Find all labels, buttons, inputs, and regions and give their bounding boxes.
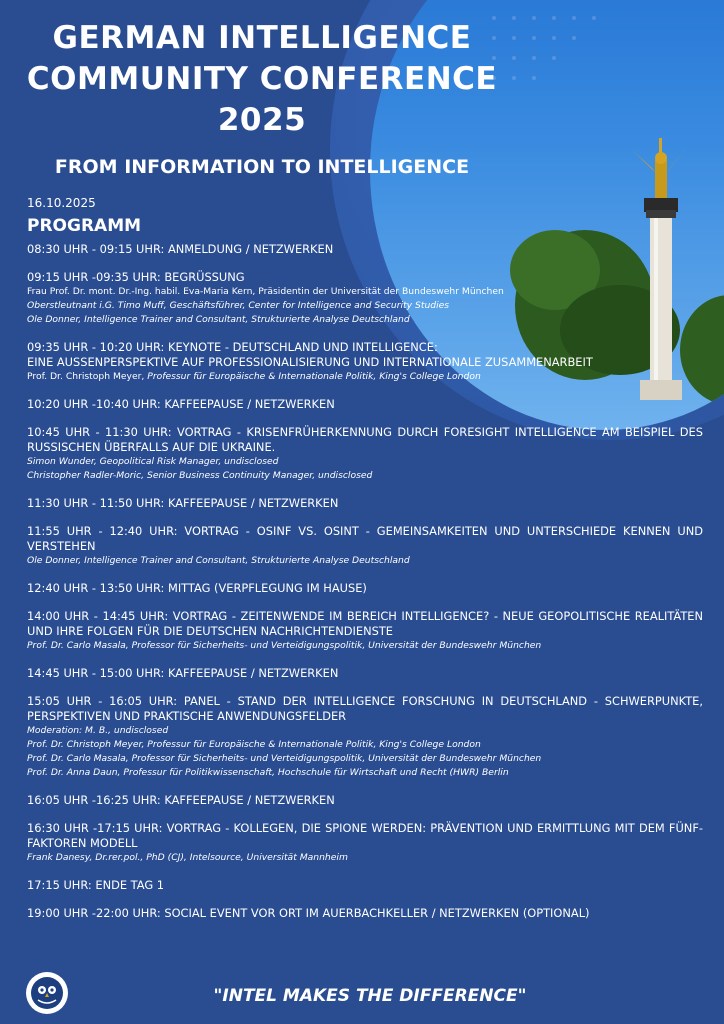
- session-item: [27, 821, 703, 865]
- session-speaker: Frank Danesy, Dr.rer.pol., PhD (CJ), Intelsource, Universität Mannheim: [27, 852, 348, 863]
- event-date: 16.10.2025: [27, 196, 96, 210]
- session-title: 10:45 UHR - 11:30 UHR: VORTRAG - KRISENFRÜHERKENNUNG DURCH FORESIGHT INTELLIGENCE AM BEISPIEL DES RUSSISCHEN ÜBERFALLS AUF DIE UKRAINE.: [27, 425, 703, 454]
- session-speaker: Moderation: M. B., undisclosed: [27, 725, 169, 736]
- title-line-1: GERMAN INTELLIGENCE: [52, 20, 472, 56]
- owl-logo-icon: [26, 972, 68, 1014]
- session-title: 11:30 UHR - 11:50 UHR: KAFFEEPAUSE / NETZWERKEN: [27, 496, 339, 510]
- session-speaker: Simon Wunder, Geopolitical Risk Manager, undisclosed: [27, 456, 279, 467]
- conference-subtitle: FROM INFORMATION TO INTELLIGENCE: [54, 156, 470, 178]
- session-item: [27, 694, 703, 780]
- session-speaker: Prof. Dr. Christoph Meyer, Professur für Europäische & Internationale Politik, King's College London: [27, 739, 481, 750]
- session-item: [27, 793, 703, 808]
- title-line-3: 2025: [217, 102, 307, 138]
- programm-heading: PROGRAMM: [27, 216, 142, 236]
- session-item: [27, 425, 703, 483]
- session-title: 12:40 UHR - 13:50 UHR: MITTAG (VERPFLEGUNG IM HAUSE): [27, 581, 367, 595]
- session-title: 17:15 UHR: ENDE TAG 1: [27, 878, 165, 892]
- session-title: 09:15 UHR -09:35 UHR: BEGRÜSSUNG: [27, 270, 245, 284]
- session-title: 16:05 UHR -16:25 UHR: KAFFEEPAUSE / NETZWERKEN: [27, 793, 335, 807]
- session-item: [27, 270, 703, 327]
- session-title: 10:20 UHR -10:40 UHR: KAFFEEPAUSE / NETZWERKEN: [27, 397, 335, 411]
- title-line-2: COMMUNITY CONFERENCE: [26, 61, 498, 97]
- programm-list: [27, 242, 703, 934]
- session-speaker: Oberstleutnant i.G. Timo Muff, Geschäftsführer, Center for Intelligence and Security Studies: [27, 300, 450, 311]
- slogan: "INTEL MAKES THE DIFFERENCE": [213, 986, 527, 1006]
- session-item: [27, 496, 703, 511]
- session-title-cont: EINE AUSSENPERSPEKTIVE AUF PROFESSIONALISIERUNG UND INTERNATIONALE ZUSAMMENARBEIT: [27, 355, 593, 369]
- session-item: [27, 906, 703, 921]
- session-speaker: Prof. Dr. Carlo Masala, Professor für Sicherheits- und Verteidigungspolitik, Universität der Bundeswehr München: [27, 640, 542, 651]
- conference-title: [0, 18, 524, 141]
- session-speaker: Prof. Dr. Carlo Masala, Professor für Sicherheits- und Verteidigungspolitik, Universität der Bundeswehr München: [27, 753, 542, 764]
- session-item: [27, 340, 703, 384]
- session-item: [27, 878, 703, 893]
- session-speaker: Christopher Radler-Moric, Senior Business Continuity Manager, undisclosed: [27, 470, 373, 481]
- session-speaker: Ole Donner, Intelligence Trainer and Consultant, Strukturierte Analyse Deutschland: [27, 555, 410, 566]
- session-item: [27, 666, 703, 681]
- session-speaker: Prof. Dr. Anna Daun, Professur für Politikwissenschaft, Hochschule für Wirtschaft und Recht (HWR) Berlin: [27, 767, 509, 778]
- session-title: 19:00 UHR -22:00 UHR: SOCIAL EVENT VOR ORT IM AUERBACHKELLER / NETZWERKEN (OPTIONAL): [27, 906, 590, 920]
- speaker-name: Prof. Dr. Christoph Meyer,: [27, 371, 148, 382]
- session-item: [27, 397, 703, 412]
- session-speaker: Ole Donner, Intelligence Trainer and Consultant, Strukturierte Analyse Deutschland: [27, 314, 410, 325]
- session-item: [27, 242, 703, 257]
- session-item: [27, 524, 703, 568]
- session-item: [27, 609, 703, 653]
- session-speaker: [27, 370, 703, 384]
- session-title: 09:35 UHR - 10:20 UHR: KEYNOTE - DEUTSCHLAND UND INTELLIGENCE:: [27, 340, 438, 354]
- session-title: 08:30 UHR - 09:15 UHR: ANMELDUNG / NETZWERKEN: [27, 242, 334, 256]
- session-item: [27, 581, 703, 596]
- session-title: 14:00 UHR - 14:45 UHR: VORTRAG - ZEITENWENDE IM BEREICH INTELLIGENCE? - NEUE GEOPOLITISCHE REALITÄTEN UND IHRE FOLGEN FÜR DIE DEUTSCHEN NACHRICHTENDIENSTE: [27, 609, 703, 638]
- session-title: 15:05 UHR - 16:05 UHR: PANEL - STAND DER INTELLIGENCE FORSCHUNG IN DEUTSCHLAND - SCHWERPUNKTE, PERSPEKTIVEN UND PRAKTISCHE ANWENDUNGSFELDER: [27, 694, 703, 723]
- session-title: 11:55 UHR - 12:40 UHR: VORTRAG - OSINF VS. OSINT - GEMEINSAMKEITEN UND UNTERSCHIEDE KENNEN UND VERSTEHEN: [27, 524, 703, 553]
- session-title: 16:30 UHR -17:15 UHR: VORTRAG - KOLLEGEN, DIE SPIONE WERDEN: PRÄVENTION UND ERMITTLUNG MIT DEM FÜNF-FAKTOREN MODELL: [27, 821, 703, 850]
- speaker-affiliation: Professur für Europäische & Internationale Politik, King's College London: [147, 371, 481, 382]
- session-title: 14:45 UHR - 15:00 UHR: KAFFEEPAUSE / NETZWERKEN: [27, 666, 339, 680]
- session-speaker: Frau Prof. Dr. mont. Dr.-Ing. habil. Eva-Maria Kern, Präsidentin der Universität der Bundeswehr München: [27, 286, 504, 297]
